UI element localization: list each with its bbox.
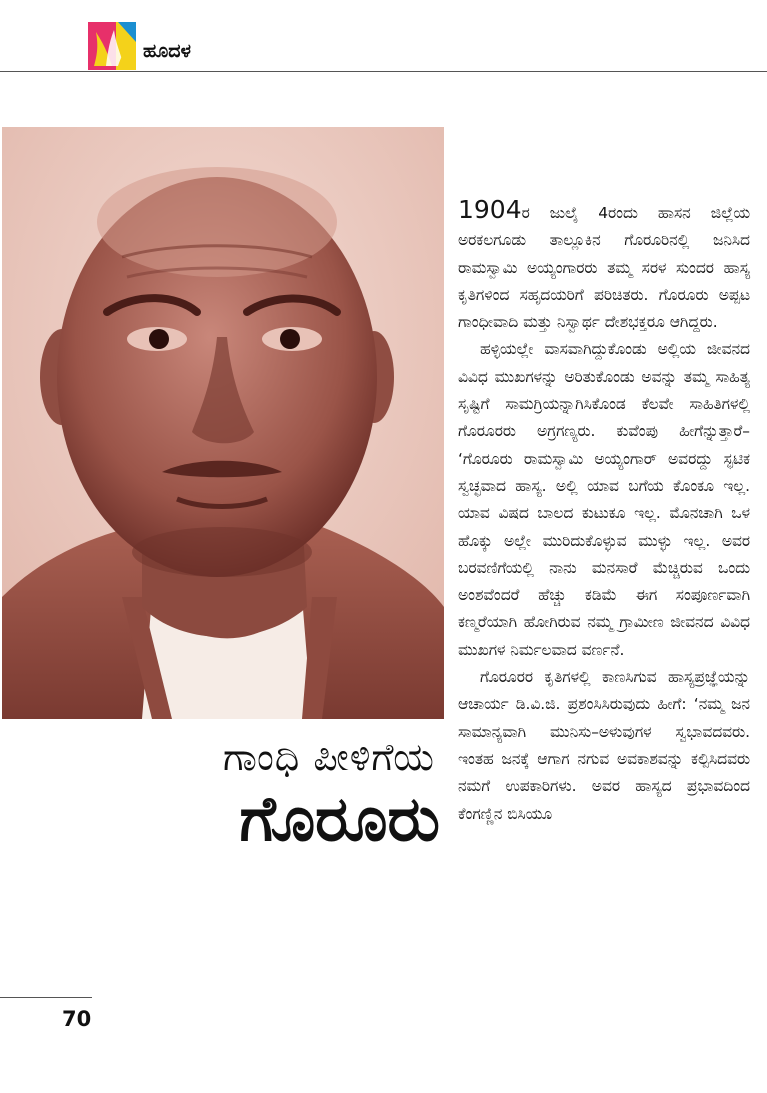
magazine-name: ಹೂದಳ — [143, 40, 191, 62]
article-paragraph: ಹಳ್ಳಿಯಲ್ಲೇ ವಾಸವಾಗಿದ್ದುಕೊಂಡು ಅಲ್ಲಿಯ ಜೀವನದ ವಿವಿಧ ಮುಖಗಳನ್ನು ಅರಿತುಕೊಂಡು ಅವನ್ನು ತಮ್ಮ ಸಾಹಿತ್ಯ ಸೃಷ್ಟಿಗೆ ಸಾಮಗ್ರಿಯನ್ನಾಗಿಸಿಕೊಂಡ ಕೆಲವೇ ಸಾಹಿತಿಗಳಲ್ಲಿ ಗೊರೂರರು ಅಗ್ರಗಣ್ಯರು. ಕುವೆಂಪು ಹೀಗೆನ್ನುತ್ತಾರೆ– ‘ಗೊರೂರು ರಾಮಸ್ವಾಮಿ ಅಯ್ಯಂಗಾರ್ ಅವರದ್ದು ಸ್ಫಟಿಕ ಸ್ವಚ್ಛವಾದ ಹಾಸ್ಯ. ಅಲ್ಲಿ ಯಾವ ಬಗೆಯ ಕೊಂಕೂ ಇಲ್ಲ. ಯಾವ ವಿಷದ ಬಾಲದ ಕುಟುಕೂ ಇಲ್ಲ. ಮೊನಚಾಗಿ ಒಳ ಹೊಕ್ಕು ಅಲ್ಲೇ ಮುರಿದುಕೊಳ್ಳುವ ಮುಳ್ಳು ಇಲ್ಲ. ಅವರ ಬರವಣಿಗೆಯಲ್ಲಿ ನಾನು ಮನಸಾರೆ ಮೆಚ್ಚಿರುವ ಒಂದು ಅಂಶವೆಂದರೆ ಹೆಚ್ಚು ಕಡಿಮೆ ಈಗ ಸಂಪೂರ್ಣವಾಗಿ ಕಣ್ಮರೆಯಾಗಿ ಹೋಗಿರುವ ನಮ್ಮ ಗ್ರಾಮೀಣ ಜೀವನದ ವಿವಿಧ ಮುಖಗಳ ನಿರ್ಮಲವಾದ ವರ್ಣನೆ. — [458, 340, 750, 659]
footer-divider — [0, 997, 92, 998]
article-title-line-1: ಗಾಂಧಿ ಪೀಳಿಗೆಯ — [222, 735, 435, 779]
drop-year: 1904 — [458, 195, 522, 224]
header-divider — [0, 71, 767, 72]
article-body — [458, 196, 750, 828]
portrait-photo — [2, 127, 444, 719]
article-title-line-2: ಗೊರೂರು — [239, 782, 440, 855]
article-paragraph — [458, 196, 750, 336]
page-header — [0, 0, 767, 74]
magazine-logo-icon — [88, 22, 136, 70]
page-number: 70 — [62, 1007, 92, 1031]
paragraph-text: ರ ಜುಲೈ 4ರಂದು ಹಾಸನ ಜಿಲ್ಲೆಯ ಅರಕಲಗೂಡು ತಾಲ್ಲೂಕಿನ ಗೊರೂರಿನಲ್ಲಿ ಜನಿಸಿದ ರಾಮಸ್ವಾಮಿ ಅಯ್ಯಂಗಾರರು ತಮ್ಮ ಸರಳ ಸುಂದರ ಹಾಸ್ಯ ಕೃತಿಗಳಿಂದ ಸಹೃದಯರಿಗೆ ಪರಿಚಿತರು. ಗೊರೂರು ಅಪ್ಪಟ ಗಾಂಧೀವಾದಿ ಮತ್ತು ನಿಸ್ವಾರ್ಥ ದೇಶಭಕ್ತರೂ ಆಗಿದ್ದರು. — [458, 204, 750, 332]
article-paragraph: ಗೊರೂರರ ಕೃತಿಗಳಲ್ಲಿ ಕಾಣಸಿಗುವ ಹಾಸ್ಯಪ್ರಜ್ಞೆಯನ್ನು ಆಚಾರ್ಯ ಡಿ.ವಿ.ಜಿ. ಪ್ರಶಂಸಿಸಿರುವುದು ಹೀಗೆ: ‘ನಮ್ಮ ಜನ ಸಾಮಾನ್ಯವಾಗಿ ಮುನಿಸು–ಅಳುವುಗಳ ಸ್ವಭಾವದವರು. ಇಂತಹ ಜನಕ್ಕೆ ಆಗಾಗ ನಗುವ ಅವಕಾಶವನ್ನು ಕಲ್ಪಿಸಿದವರು ನಮಗೆ ಉಪಕಾರಿಗಳು. ಅವರ ಹಾಸ್ಯದ ಪ್ರಭಾವದಿಂದ ಕೆಂಗಣ್ಣಿನ ಬಿಸಿಯೂ — [458, 668, 750, 823]
